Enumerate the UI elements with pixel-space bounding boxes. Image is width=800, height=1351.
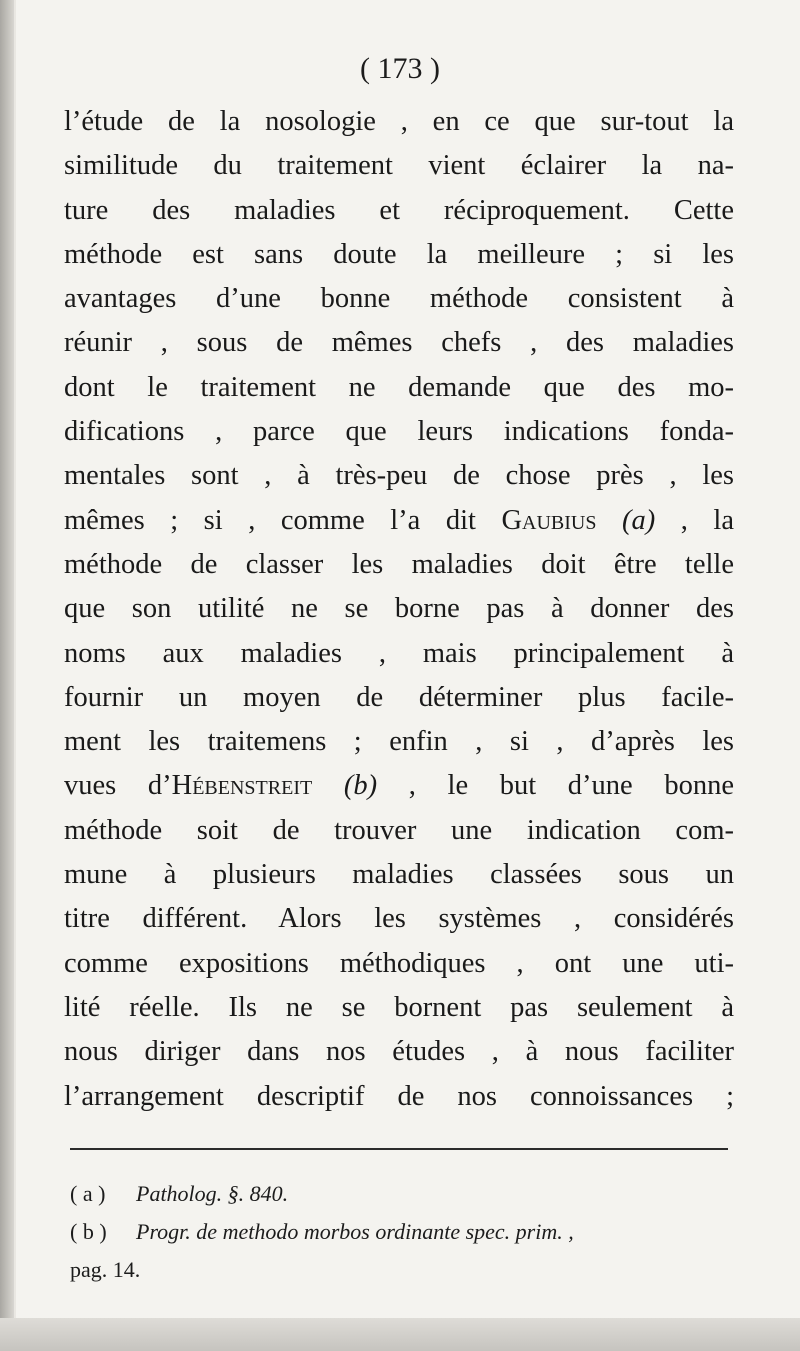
footnote-ref: (b): [343, 770, 378, 802]
text-line: [64, 986, 734, 1030]
text-line: [64, 454, 734, 498]
text-line: [64, 277, 734, 321]
text-line: [64, 144, 734, 188]
text-segment: [597, 505, 623, 536]
text-line: [64, 764, 734, 808]
text-segment: que son utilité ne se borne pas à donner des: [64, 593, 734, 625]
footnote-a: [70, 1175, 728, 1213]
text-segment: comme expositions méthodiques , ont une uti-: [64, 947, 734, 979]
text-segment: , la: [655, 504, 734, 536]
page-number: ( 173 ): [360, 52, 440, 85]
text-segment: mêmes ; si , comme l’a dit: [64, 504, 502, 536]
text-line: [64, 543, 734, 587]
text-line: [64, 720, 734, 764]
text-segment: avantages d’une bonne méthode consistent à: [64, 283, 734, 315]
text-segment: l’arrangement descriptif de nos connoissances ;: [64, 1080, 734, 1112]
text-line: [64, 189, 734, 233]
author-name: Gaubius: [501, 504, 597, 536]
text-line: [64, 410, 734, 454]
text-segment: ture des maladies et réciproquement. Cette: [64, 194, 734, 226]
text-segment: , le but d’une bonne: [377, 770, 734, 802]
text-segment: difications , parce que leurs indications fonda-: [64, 416, 734, 448]
footnote-b-mark: ( b ): [70, 1219, 107, 1244]
text-segment: méthode soit de trouver une indication com-: [64, 814, 734, 846]
text-line: [64, 1030, 734, 1074]
text-segment: lité réelle. Ils ne se bornent pas seulement à: [64, 991, 734, 1023]
text-line: [64, 942, 734, 986]
text-segment: réunir , sous de mêmes chefs , des maladies: [64, 327, 734, 359]
text-segment: [312, 770, 344, 801]
footnote-b: [70, 1213, 728, 1251]
text-segment: fournir un moyen de déterminer plus facile-: [64, 681, 734, 713]
text-line: [64, 809, 734, 853]
author-name: ébenstreit: [192, 770, 313, 802]
footnote-a-mark: ( a ): [70, 1181, 106, 1206]
text-line: [64, 499, 734, 543]
text-segment: similitude du traitement vient éclairer la na-: [64, 150, 734, 182]
footnotes: [70, 1175, 728, 1289]
text-segment: dont le traitement ne demande que des mo-: [64, 371, 734, 403]
text-line: [64, 676, 734, 720]
text-line: [64, 587, 734, 631]
text-line: [64, 897, 734, 941]
footnote-rule: [70, 1148, 728, 1150]
body-text: [64, 100, 734, 1119]
footnote-b-continuation: [70, 1251, 728, 1289]
text-line: [64, 233, 734, 277]
footnote-b-text: Progr. de methodo morbos ordinante spec. prim. ,: [136, 1219, 574, 1244]
footnote-a-text: Patholog. §. 840.: [136, 1181, 289, 1206]
scan-shadow-bottom: [0, 1318, 800, 1351]
text-segment: nous diriger dans nos études , à nous faciliter: [64, 1036, 734, 1068]
text-segment: ment les traitemens ; enfin , si , d’après les: [64, 726, 734, 758]
text-line: [64, 366, 734, 410]
text-line: [64, 100, 734, 144]
text-line: [64, 1075, 734, 1119]
scan-shadow-left: [0, 0, 14, 1351]
text-segment: noms aux maladies , mais principalement à: [64, 637, 734, 669]
text-segment: vues d’H: [64, 770, 193, 802]
text-segment: méthode de classer les maladies doit être telle: [64, 548, 734, 580]
text-segment: l’étude de la nosologie , en ce que sur-tout la: [64, 106, 734, 137]
text-line: [64, 853, 734, 897]
text-segment: mune à plusieurs maladies classées sous un: [64, 859, 734, 891]
footnote-ref: (a): [622, 504, 656, 536]
text-segment: mentales sont , à très-peu de chose près , les: [64, 460, 734, 492]
footnote-b-cont-text: pag. 14.: [70, 1257, 141, 1282]
text-segment: méthode est sans doute la meilleure ; si les: [64, 238, 734, 270]
text-line: [64, 632, 734, 676]
text-segment: titre différent. Alors les systèmes , considérés: [64, 903, 734, 935]
text-line: [64, 321, 734, 365]
